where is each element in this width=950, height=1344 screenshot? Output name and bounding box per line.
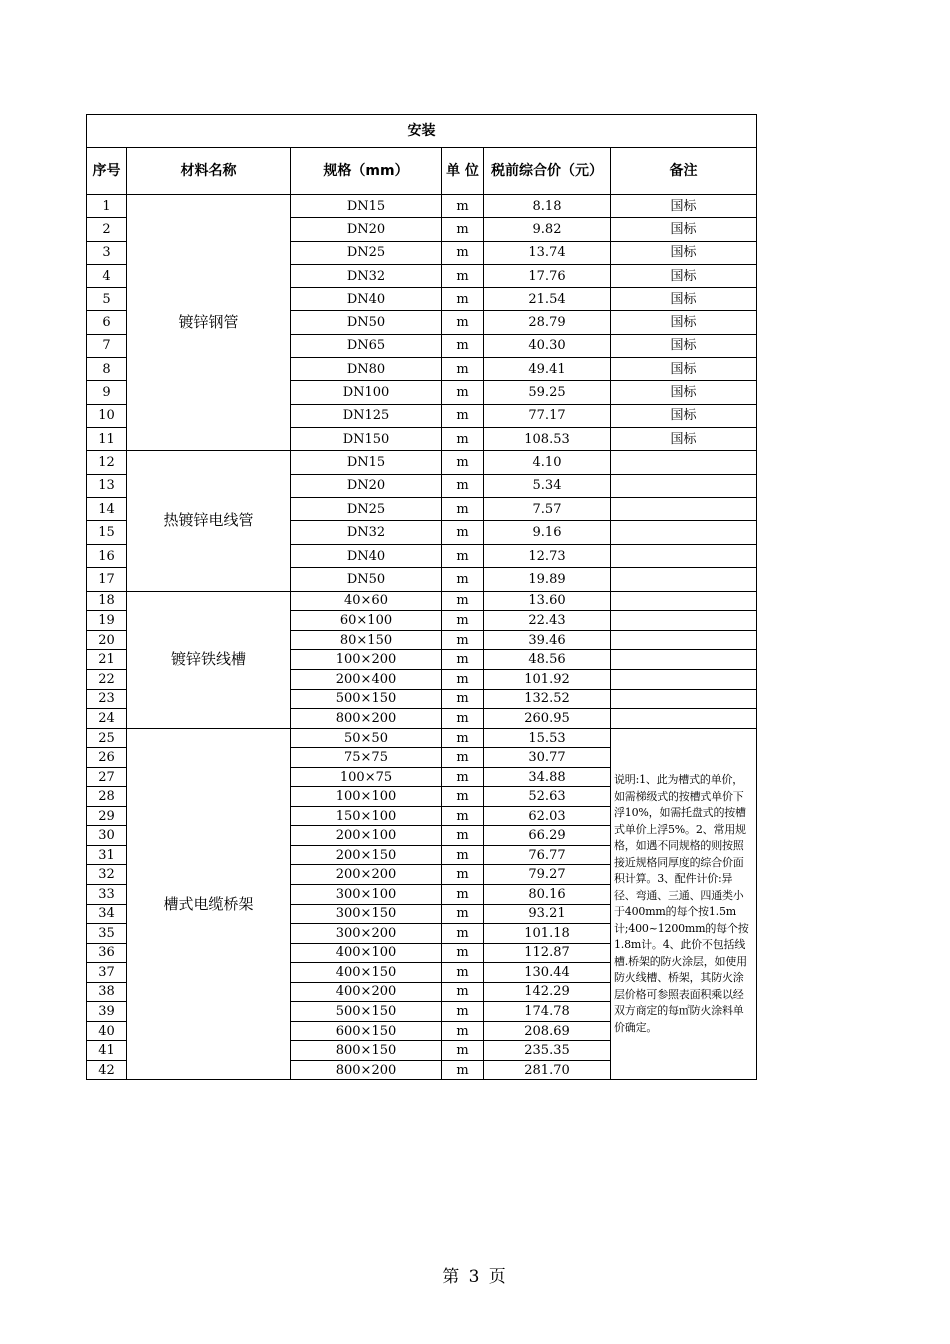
price-cell: 101.18 <box>484 924 611 944</box>
row-index: 39 <box>87 1002 127 1022</box>
row-index: 11 <box>87 427 127 450</box>
unit-cell: m <box>442 630 484 650</box>
material-name: 槽式电缆桥架 <box>127 728 291 1080</box>
remark-cell <box>611 669 757 689</box>
unit-cell: m <box>442 767 484 787</box>
spec-cell: DN40 <box>291 288 442 311</box>
unit-cell: m <box>442 218 484 241</box>
price-cell: 77.17 <box>484 404 611 427</box>
remark-cell: 国标 <box>611 195 757 218</box>
remark-cell <box>611 474 757 497</box>
price-cell: 59.25 <box>484 381 611 404</box>
price-table <box>86 114 757 1080</box>
spec-cell: DN150 <box>291 427 442 450</box>
price-cell: 39.46 <box>484 630 611 650</box>
spec-cell: 800×200 <box>291 709 442 729</box>
row-index: 41 <box>87 1041 127 1061</box>
spec-cell: 200×400 <box>291 669 442 689</box>
remark-cell <box>611 544 757 567</box>
price-cell: 40.30 <box>484 334 611 357</box>
table-row <box>87 451 757 474</box>
spec-cell: 80×150 <box>291 630 442 650</box>
row-index: 5 <box>87 288 127 311</box>
price-cell: 19.89 <box>484 568 611 591</box>
table-row <box>87 591 757 611</box>
row-index: 26 <box>87 748 127 768</box>
remark-cell <box>611 689 757 709</box>
header-spec: 规格（mm） <box>291 148 442 195</box>
row-index: 31 <box>87 845 127 865</box>
unit-cell: m <box>442 521 484 544</box>
row-index: 16 <box>87 544 127 567</box>
price-cell: 108.53 <box>484 427 611 450</box>
unit-cell: m <box>442 1060 484 1080</box>
price-cell: 15.53 <box>484 728 611 748</box>
table-row <box>87 195 757 218</box>
price-cell: 12.73 <box>484 544 611 567</box>
price-cell: 9.16 <box>484 521 611 544</box>
page-number: 第 3 页 <box>442 1267 508 1287</box>
price-cell: 4.10 <box>484 451 611 474</box>
price-cell: 80.16 <box>484 885 611 905</box>
unit-cell: m <box>442 1021 484 1041</box>
unit-cell: m <box>442 451 484 474</box>
unit-cell: m <box>442 826 484 846</box>
row-index: 21 <box>87 650 127 670</box>
spec-cell: 200×100 <box>291 826 442 846</box>
row-index: 15 <box>87 521 127 544</box>
spec-cell: 40×60 <box>291 591 442 611</box>
unit-cell: m <box>442 358 484 381</box>
header-remark: 备注 <box>611 148 757 195</box>
unit-cell: m <box>442 728 484 748</box>
row-index: 13 <box>87 474 127 497</box>
row-index: 37 <box>87 963 127 983</box>
price-cell: 62.03 <box>484 806 611 826</box>
row-index: 35 <box>87 924 127 944</box>
row-index: 30 <box>87 826 127 846</box>
unit-cell: m <box>442 885 484 905</box>
spec-cell: DN25 <box>291 498 442 521</box>
unit-cell: m <box>442 264 484 287</box>
remark-cell: 国标 <box>611 311 757 334</box>
unit-cell: m <box>442 865 484 885</box>
price-cell: 17.76 <box>484 264 611 287</box>
price-cell: 7.57 <box>484 498 611 521</box>
price-cell: 208.69 <box>484 1021 611 1041</box>
remark-cell: 国标 <box>611 241 757 264</box>
unit-cell: m <box>442 943 484 963</box>
price-cell: 48.56 <box>484 650 611 670</box>
row-index: 32 <box>87 865 127 885</box>
row-index: 18 <box>87 591 127 611</box>
price-cell: 76.77 <box>484 845 611 865</box>
spec-cell: 100×75 <box>291 767 442 787</box>
header-unit: 单 位 <box>442 148 484 195</box>
header-index: 序号 <box>87 148 127 195</box>
price-cell: 21.54 <box>484 288 611 311</box>
row-index: 38 <box>87 982 127 1002</box>
spec-cell: 200×150 <box>291 845 442 865</box>
unit-cell: m <box>442 748 484 768</box>
row-index: 24 <box>87 709 127 729</box>
unit-cell: m <box>442 650 484 670</box>
row-index: 33 <box>87 885 127 905</box>
spec-cell: DN50 <box>291 311 442 334</box>
row-index: 25 <box>87 728 127 748</box>
spec-cell: DN25 <box>291 241 442 264</box>
remark-cell: 国标 <box>611 358 757 381</box>
unit-cell: m <box>442 1041 484 1061</box>
unit-cell: m <box>442 334 484 357</box>
price-cell: 281.70 <box>484 1060 611 1080</box>
unit-cell: m <box>442 982 484 1002</box>
spec-cell: 400×200 <box>291 982 442 1002</box>
unit-cell: m <box>442 241 484 264</box>
price-cell: 52.63 <box>484 787 611 807</box>
unit-cell: m <box>442 311 484 334</box>
unit-cell: m <box>442 498 484 521</box>
price-cell: 9.82 <box>484 218 611 241</box>
row-index: 36 <box>87 943 127 963</box>
spec-cell: 500×150 <box>291 1002 442 1022</box>
row-index: 1 <box>87 195 127 218</box>
spec-cell: 600×150 <box>291 1021 442 1041</box>
remark-cell <box>611 611 757 631</box>
row-index: 29 <box>87 806 127 826</box>
spec-cell: 300×100 <box>291 885 442 905</box>
unit-cell: m <box>442 427 484 450</box>
price-cell: 8.18 <box>484 195 611 218</box>
unit-cell: m <box>442 689 484 709</box>
remark-note: 说明:1、此为槽式的单价，如需梯级式的按槽式单价下浮10%，如需托盘式的按槽式单价上浮5%。2、常用规格，如遇不同规格的则按照接近规格同厚度的综合价面积计算。3、配件计价:异径、弯通、三通、四通类小于400mm的每个按1.5m计;400~1200mm的每个按1.8m计。4、此价不包括线槽.桥架的防火涂层，如使用防火线槽、桥架，其防火涂层价格可参照表面积乘以经双方商定的每㎡防火涂料单价确定。 <box>611 728 757 1080</box>
unit-cell: m <box>442 404 484 427</box>
price-cell: 101.92 <box>484 669 611 689</box>
spec-cell: DN15 <box>291 195 442 218</box>
unit-cell: m <box>442 924 484 944</box>
remark-cell <box>611 568 757 591</box>
price-cell: 13.60 <box>484 591 611 611</box>
spec-cell: 800×150 <box>291 1041 442 1061</box>
row-index: 19 <box>87 611 127 631</box>
remark-cell <box>611 451 757 474</box>
row-index: 7 <box>87 334 127 357</box>
spec-cell: 500×150 <box>291 689 442 709</box>
remark-cell <box>611 630 757 650</box>
price-cell: 13.74 <box>484 241 611 264</box>
remark-cell <box>611 498 757 521</box>
row-index: 14 <box>87 498 127 521</box>
unit-cell: m <box>442 195 484 218</box>
unit-cell: m <box>442 381 484 404</box>
material-name: 镀锌钢管 <box>127 195 291 451</box>
spec-cell: DN20 <box>291 218 442 241</box>
price-cell: 22.43 <box>484 611 611 631</box>
unit-cell: m <box>442 845 484 865</box>
spec-cell: DN65 <box>291 334 442 357</box>
row-index: 9 <box>87 381 127 404</box>
remark-cell: 国标 <box>611 427 757 450</box>
unit-cell: m <box>442 611 484 631</box>
header-price: 税前综合价（元） <box>484 148 611 195</box>
row-index: 8 <box>87 358 127 381</box>
spec-cell: 100×200 <box>291 650 442 670</box>
spec-cell: DN50 <box>291 568 442 591</box>
unit-cell: m <box>442 806 484 826</box>
unit-cell: m <box>442 544 484 567</box>
remark-cell: 国标 <box>611 404 757 427</box>
unit-cell: m <box>442 709 484 729</box>
spec-cell: DN100 <box>291 381 442 404</box>
price-cell: 79.27 <box>484 865 611 885</box>
unit-cell: m <box>442 787 484 807</box>
remark-cell: 国标 <box>611 264 757 287</box>
price-cell: 174.78 <box>484 1002 611 1022</box>
price-cell: 49.41 <box>484 358 611 381</box>
price-cell: 5.34 <box>484 474 611 497</box>
spec-cell: 75×75 <box>291 748 442 768</box>
spec-cell: 400×100 <box>291 943 442 963</box>
price-cell: 142.29 <box>484 982 611 1002</box>
spec-cell: 300×200 <box>291 924 442 944</box>
row-index: 22 <box>87 669 127 689</box>
row-index: 2 <box>87 218 127 241</box>
unit-cell: m <box>442 288 484 311</box>
table-row <box>87 728 757 748</box>
remark-cell <box>611 521 757 544</box>
spec-cell: DN40 <box>291 544 442 567</box>
spec-cell: DN125 <box>291 404 442 427</box>
spec-cell: DN80 <box>291 358 442 381</box>
spec-cell: DN32 <box>291 264 442 287</box>
unit-cell: m <box>442 904 484 924</box>
spec-cell: DN15 <box>291 451 442 474</box>
row-index: 42 <box>87 1060 127 1080</box>
row-index: 17 <box>87 568 127 591</box>
spec-cell: 50×50 <box>291 728 442 748</box>
row-index: 27 <box>87 767 127 787</box>
unit-cell: m <box>442 591 484 611</box>
material-name: 热镀锌电线管 <box>127 451 291 591</box>
price-cell: 30.77 <box>484 748 611 768</box>
remark-cell <box>611 650 757 670</box>
price-cell: 93.21 <box>484 904 611 924</box>
header-material: 材料名称 <box>127 148 291 195</box>
unit-cell: m <box>442 1002 484 1022</box>
unit-cell: m <box>442 963 484 983</box>
unit-cell: m <box>442 568 484 591</box>
spec-cell: 100×100 <box>291 787 442 807</box>
spec-cell: 300×150 <box>291 904 442 924</box>
unit-cell: m <box>442 474 484 497</box>
remark-cell: 国标 <box>611 288 757 311</box>
unit-cell: m <box>442 669 484 689</box>
row-index: 4 <box>87 264 127 287</box>
remark-cell <box>611 591 757 611</box>
price-cell: 112.87 <box>484 943 611 963</box>
row-index: 10 <box>87 404 127 427</box>
remark-cell: 国标 <box>611 218 757 241</box>
remark-cell <box>611 709 757 729</box>
price-cell: 130.44 <box>484 963 611 983</box>
row-index: 23 <box>87 689 127 709</box>
spec-cell: 800×200 <box>291 1060 442 1080</box>
row-index: 28 <box>87 787 127 807</box>
price-cell: 260.95 <box>484 709 611 729</box>
row-index: 34 <box>87 904 127 924</box>
spec-cell: 200×200 <box>291 865 442 885</box>
spec-cell: 150×100 <box>291 806 442 826</box>
price-cell: 235.35 <box>484 1041 611 1061</box>
price-cell: 66.29 <box>484 826 611 846</box>
spec-cell: DN32 <box>291 521 442 544</box>
price-cell: 34.88 <box>484 767 611 787</box>
row-index: 3 <box>87 241 127 264</box>
remark-cell: 国标 <box>611 381 757 404</box>
row-index: 6 <box>87 311 127 334</box>
material-name: 镀锌铁线槽 <box>127 591 291 728</box>
price-cell: 132.52 <box>484 689 611 709</box>
table-title: 安装 <box>87 115 757 148</box>
spec-cell: 60×100 <box>291 611 442 631</box>
remark-cell: 国标 <box>611 334 757 357</box>
price-cell: 28.79 <box>484 311 611 334</box>
row-index: 40 <box>87 1021 127 1041</box>
row-index: 12 <box>87 451 127 474</box>
spec-cell: DN20 <box>291 474 442 497</box>
spec-cell: 400×150 <box>291 963 442 983</box>
row-index: 20 <box>87 630 127 650</box>
table-body <box>87 195 757 1080</box>
